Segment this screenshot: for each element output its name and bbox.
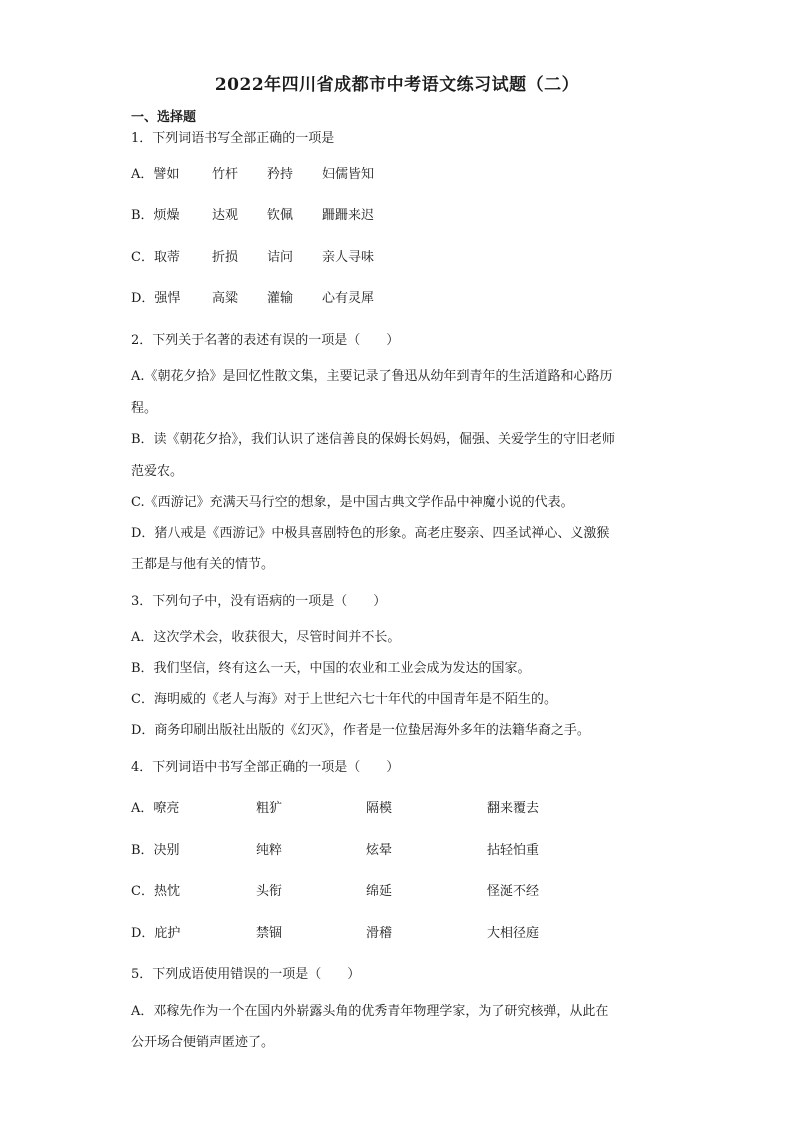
option-word: 达观 [212, 208, 239, 223]
option-word: 绵延 [366, 884, 393, 899]
question-3-option-a[interactable]: A．这次学术会，收获很大，尽管时间并不长。 [131, 630, 401, 645]
option-word: D．强悍 [131, 291, 181, 306]
question-2-stem: 2．下列关于名著的表述有误的一项是（ ） [131, 333, 400, 348]
option-word: 头衔 [256, 884, 283, 899]
question-2-option-d-line-2[interactable]: 王都是与他有关的情节。 [131, 557, 275, 572]
question-3-option-b[interactable]: B．我们坚信，终有这么一天，中国的农业和工业会成为发达的国家。 [131, 661, 531, 676]
question-3-option-d[interactable]: D．商务印刷出版社出版的《幻灭》，作者是一位蛰居海外多年的法籍华裔之手。 [131, 723, 590, 738]
option-word: 灌输 [267, 291, 294, 306]
question-4-stem: 4．下列词语中书写全部正确的一项是（ ） [131, 760, 400, 775]
option-word: C．热忱 [131, 884, 180, 899]
option-word: 粗犷 [256, 801, 283, 816]
option-word: 矜持 [267, 167, 294, 182]
option-word: 隔模 [366, 801, 393, 816]
option-word: 禁锢 [256, 926, 283, 941]
option-word: D．庇护 [131, 926, 181, 941]
option-word: 折损 [212, 250, 239, 265]
option-word: A．譬如 [131, 167, 180, 182]
option-word: 怪涎不经 [487, 884, 540, 899]
option-word: A．嘹亮 [131, 801, 180, 816]
option-word: 翻来覆去 [487, 801, 540, 816]
option-word: B．烦燥 [131, 208, 180, 223]
option-word: C．取蒂 [131, 250, 180, 265]
question-1-stem: 1．下列词语书写全部正确的一项是 [131, 131, 335, 146]
option-word: 跚跚来迟 [322, 208, 375, 223]
option-word: 炫晕 [366, 843, 393, 858]
question-2-option-d-line-1[interactable]: D．猪八戒是《西游记》中极具喜剧特色的形象。高老庄娶亲、四圣试禅心、义激猴 [131, 526, 610, 541]
option-word: B．决别 [131, 843, 180, 858]
question-2-option-c[interactable]: C.《西游记》充满天马行空的想象，是中国古典文学作品中神魔小说的代表。 [131, 495, 574, 510]
option-word: 妇儒皆知 [322, 167, 375, 182]
option-word: 拈轻怕重 [487, 843, 540, 858]
option-word: 滑稽 [366, 926, 393, 941]
question-3-stem: 3．下列句子中，没有语病的一项是（ ） [131, 594, 387, 609]
question-5-option-a-line-1[interactable]: A．邓稼先作为一个在国内外崭露头角的优秀青年物理学家，为了研究核弹，从此在 [131, 1004, 609, 1019]
question-2-option-a-line-2[interactable]: 程。 [131, 401, 158, 416]
option-word: 纯粹 [256, 843, 283, 858]
question-5-stem: 5．下列成语使用错误的一项是（ ） [131, 967, 361, 982]
option-word: 诘问 [267, 250, 294, 265]
question-2-option-b-line-2[interactable]: 范爱农。 [131, 464, 184, 479]
option-word: 心有灵犀 [322, 291, 375, 306]
option-word: 高粱 [212, 291, 239, 306]
option-word: 大相径庭 [487, 926, 540, 941]
option-word: 竹杆 [212, 167, 239, 182]
question-2-option-a-line-1[interactable]: A.《朝花夕拾》是回忆性散文集，主要记录了鲁迅从幼年到青年的生活道路和心路历 [131, 369, 613, 384]
question-5-option-a-line-2[interactable]: 公开场合便销声匿迹了。 [131, 1035, 275, 1050]
option-word: 亲人寻味 [322, 250, 375, 265]
question-3-option-c[interactable]: C．海明威的《老人与海》对于上世纪六七十年代的中国青年是不陌生的。 [131, 692, 557, 707]
exam-title: 2022年四川省成都市中考语文练习试题（二） [214, 75, 580, 95]
question-2-option-b-line-1[interactable]: B．读《朝花夕拾》，我们认识了迷信善良的保姆长妈妈，倔强、关爱学生的守旧老师 [131, 432, 616, 447]
option-word: 钦佩 [267, 208, 294, 223]
section-heading: 一、选择题 [131, 110, 197, 125]
